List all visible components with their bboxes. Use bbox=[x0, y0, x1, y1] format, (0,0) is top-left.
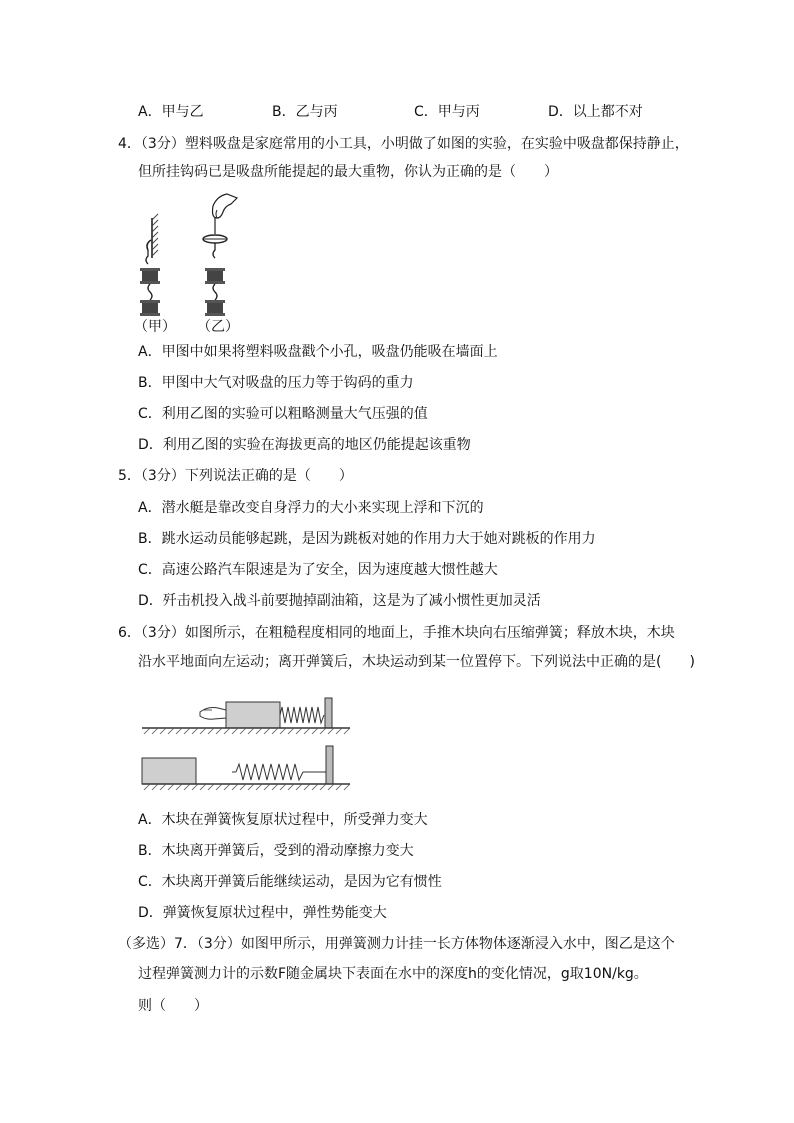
q6-stem-line1: 6．（3分）如图所示，在粗糙程度相同的地面上，手推木块向右压缩弹簧；释放木块，木块 bbox=[118, 625, 675, 641]
q6-option-d: D．弹簧恢复原状过程中，弹性势能变大 bbox=[138, 905, 387, 921]
q4-option-b: B．甲图中大气对吸盘的压力等于钩码的重力 bbox=[138, 375, 414, 391]
q5-option-a: A．潜水艇是靠改变自身浮力的大小来实现上浮和下沉的 bbox=[138, 500, 484, 516]
q4-figure-label-yi: （乙） bbox=[197, 319, 239, 335]
q6-option-c: C．木块离开弹簧后能继续运动，是因为它有惯性 bbox=[138, 874, 442, 890]
q6-option-b: B．木块离开弹簧后，受到的滑动摩擦力变大 bbox=[138, 843, 414, 859]
q5-option-b: B．跳水运动员能够起跳，是因为跳板对她的作用力大于她对跳板的作用力 bbox=[138, 531, 596, 547]
q4-option-a: A．甲图中如果将塑料吸盘戳个小孔，吸盘仍能吸在墙面上 bbox=[138, 344, 498, 360]
q5-option-c: C．高速公路汽车限速是为了安全，因为速度越大惯性越大 bbox=[138, 562, 498, 578]
q5-option-d: D．歼击机投入战斗前要抛掉副油箱，这是为了减小惯性更加灵活 bbox=[138, 593, 541, 609]
q3-option-a: A．甲与乙 bbox=[138, 104, 204, 120]
q3-option-c: C．甲与丙 bbox=[414, 104, 480, 120]
q7-stem-line1: （多选）7．（3分）如图甲所示，用弹簧测力计挂一长方体物体逐渐浸入水中，图乙是这个 bbox=[118, 936, 675, 952]
q3-option-d: D．以上都不对 bbox=[548, 104, 643, 120]
q7-stem-line3: 则（ ） bbox=[138, 998, 208, 1014]
q4-stem-line1: 4．（3分）塑料吸盘是家庭常用的小工具，小明做了如图的实验，在实验中吸盘都保持静止， bbox=[118, 136, 689, 152]
q4-figure-label-jia: （甲） bbox=[134, 319, 176, 335]
q4-figure-jia bbox=[130, 210, 180, 335]
q4-option-d: D．利用乙图的实验在海拔更高的地区仍能提起该重物 bbox=[138, 437, 471, 453]
q3-option-b: B．乙与丙 bbox=[272, 104, 338, 120]
q6-figure-released bbox=[140, 740, 355, 792]
q4-option-c: C．利用乙图的实验可以粗略测量大气压强的值 bbox=[138, 406, 428, 422]
q4-figure-yi bbox=[195, 192, 245, 337]
q4-stem-line2: 但所挂钩码已是吸盘所能提起的最大重物，你认为正确的是（ ） bbox=[138, 164, 558, 180]
q6-option-a: A．木块在弹簧恢复原状过程中，所受弹力变大 bbox=[138, 812, 428, 828]
q7-stem-line2: 过程弹簧测力计的示数F随金属块下表面在水中的深度h的变化情况，g取10N/kg。 bbox=[138, 966, 648, 982]
q6-stem-line2: 沿水平地面向左运动；离开弹簧后，木块运动到某一位置停下。下列说法中正确的是( ) bbox=[138, 654, 695, 670]
q5-stem: 5．（3分）下列说法正确的是（ ） bbox=[118, 468, 353, 484]
q6-figure-compressed bbox=[140, 688, 355, 740]
